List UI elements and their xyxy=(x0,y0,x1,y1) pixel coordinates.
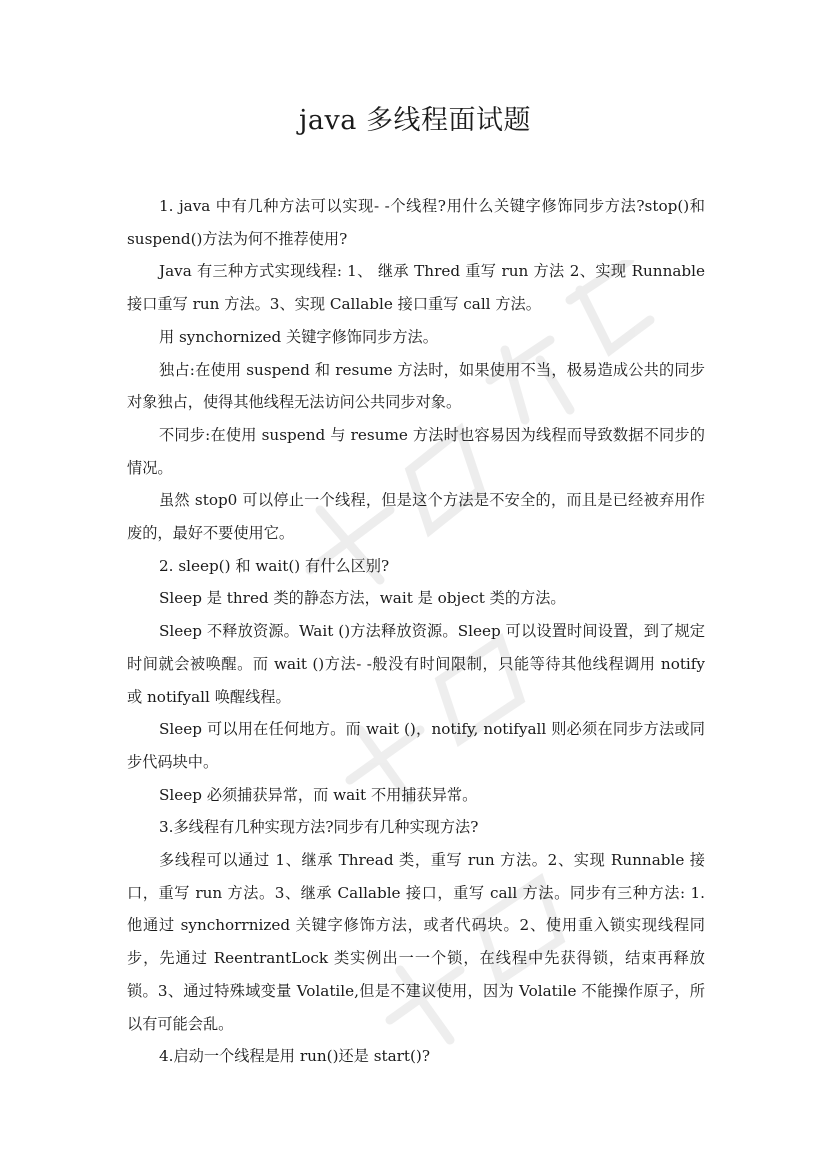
paragraph: Sleep 不释放资源。Wait ()方法释放资源。Sleep 可以设置时间设置，到了规定时间就会被唤醒。而 wait ()方法- -般没有时间限制，只能等待其他线程调用 notify 或 notifyall 唤醒线程。 xyxy=(127,622,705,706)
paragraph: Java 有三种方式实现线程: 1、 继承 Thred 重写 run 方法 2、实现 Runnable 接口重写 run 方法。3、实现 Callable 接口重写 call 方法。 xyxy=(127,262,705,314)
paragraph: 虽然 stop0 可以停止一个线程，但是这个方法是不安全的，而且是已经被弃用作废的，最好不要使用它。 xyxy=(127,491,705,543)
paragraph: Sleep 可以用在任何地方。而 wait ()，notify, notifyall 则必须在同步方法或同步代码块中。 xyxy=(127,720,705,771)
paragraph: 多线程可以通过 1、继承 Thread 类，重写 run 方法。2、实现 Runnable 接口，重写 run 方法。3、继承 Callable 接口，重写 call 方法。同步有三种方法: 1. 他通过 synchorrnized 关键字修饰方法，或者代码块。2、使用重入锁实现线程同步，先通过 ReentrantLock 类实例出一一个锁，在线程中先获得锁，结束再释放锁。3、通过特殊域变量 Volatile,但是不建议使用，因为 Volatile 不能操作原子，所以有可能会乱。 xyxy=(127,851,705,1033)
paragraph: 不同步:在使用 suspend 与 resume 方法时也容易因为线程而导致数据不同步的情况。 xyxy=(127,425,705,477)
paragraph: 用 synchornized 关键字修饰同步方法。 xyxy=(159,327,438,346)
document-body xyxy=(127,190,705,1073)
document-title: java 多线程面试题 xyxy=(299,105,531,136)
paragraph: Sleep 必须捕获异常，而 wait 不用捕获异常。 xyxy=(159,785,478,804)
paragraph: 独占:在使用 suspend 和 resume 方法时，如果使用不当，极易造成公共的同步对象独占，使得其他线程无法访问公共同步对象。 xyxy=(127,360,705,412)
paragraph: Sleep 是 thred 类的静态方法，wait 是 object 类的方法。 xyxy=(159,589,566,608)
paragraph: 3.多线程有几种实现方法?同步有几种实现方法? xyxy=(159,818,479,837)
paragraph: 4.启动一个线程是用 run()还是 start()? xyxy=(159,1047,431,1066)
paragraph: 2. sleep() 和 wait() 有什么区别? xyxy=(159,556,390,575)
paragraph: 1. java 中有几种方法可以实现- -个线程?用什么关键字修饰同步方法?stop()和 suspend()方法为何不推荐使用? xyxy=(127,197,705,248)
